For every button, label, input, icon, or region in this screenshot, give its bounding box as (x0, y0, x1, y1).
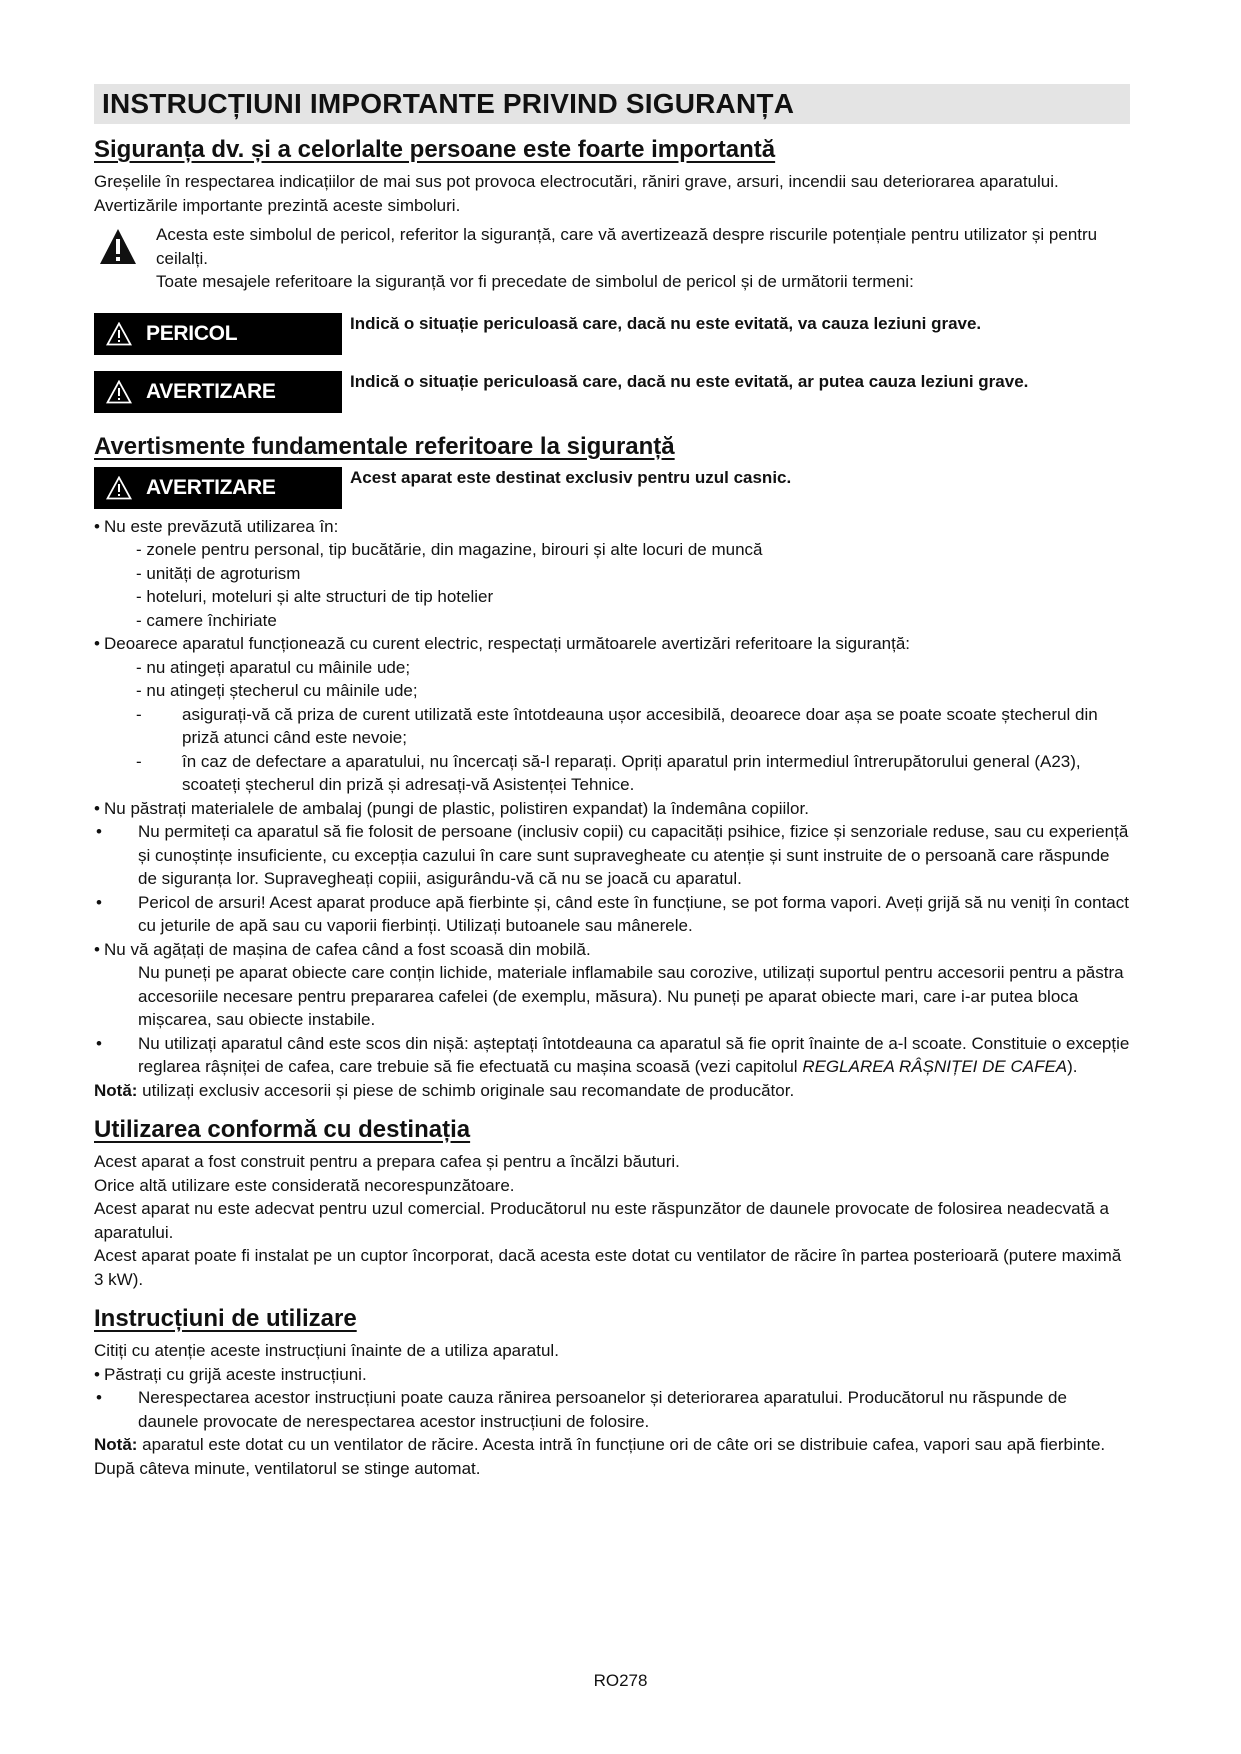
hazard-terms-intro: Toate mesajele referitoare la siguranță vor fi precedate de simbolul de pericol și de următorii termeni: (156, 272, 914, 291)
warning-outline-icon (106, 476, 132, 500)
section-heading-usage-instructions: Instrucțiuni de utilizare (94, 1305, 357, 1332)
page-title: INSTRUCȚIUNI IMPORTANTE PRIVIND SIGURANȚA (94, 84, 1130, 124)
note-paragraph-fan (94, 1433, 1130, 1480)
section-heading-intended-use: Utilizarea conformă cu destinația (94, 1116, 471, 1143)
danger-signal-box (94, 313, 342, 355)
warning-description: Indică o situație periculoasă care, dacă nu este evitată, ar putea cauza leziuni grave. (350, 371, 1029, 391)
note-text: aparatul este dotat cu un ventilator de răcire. Acesta intră în funcțiune ori de câte ori se distribuie cafea, vapori sau apă fierbinte. După câteva minute, ventilatorul se stinge automat. (94, 1435, 1106, 1478)
household-use-statement: Acest aparat este destinat exclusiv pentru uzul casnic. (350, 467, 792, 487)
sub-list-item: - camere închiriate (136, 610, 277, 630)
note-label: Notă: (94, 1080, 138, 1100)
warning-outline-icon (106, 380, 132, 404)
list-item: • Pericol de arsuri! Acest aparat produce apă fierbinte și, când este în funcțiune, se pot forma vapori. Aveți grijă să nu veniți în contact cu jeturile de apă sau cu vaporii fierbinți. Utilizați butoanele sau mânerele. (94, 891, 1130, 938)
page-number: RO278 (593, 1671, 648, 1690)
note-paragraph (94, 1079, 1130, 1103)
intro-paragraph-2: Avertizările importante prezintă aceste simboluri. (94, 195, 461, 215)
note-text: utilizați exclusiv accesorii și piese de schimb originale sau recomandate de producător. (137, 1080, 795, 1100)
chapter-reference: REGLAREA RÂȘNIȚEI DE CAFEA (802, 1057, 1068, 1076)
warning-label-household: AVERTIZARE (146, 475, 276, 499)
list-item: • Nu vă agățați de mașina de cafea când a fost scoasă din mobilă. (94, 938, 1130, 962)
section-heading-safety: Siguranța dv. și a celorlalte persoane este foarte importantă (94, 136, 776, 163)
sub-list-item: - în caz de defectare a aparatului, nu încercați să-l reparați. Opriți aparatul prin intermediul întrerupătorului general (A23), scoateți ștecherul din priză și adresați-vă Asistenței Tehnice. (94, 750, 1130, 797)
sub-list-item: - nu atingeți ștecherul cu mâinile ude; (136, 681, 418, 700)
warning-label: AVERTIZARE (146, 379, 276, 403)
list-item: • Nerespectarea acestor instrucțiuni poate cauza rănirea persoanelor și deteriorarea aparatului. Producătorul nu răspunde de daunele provocate de nerespectarea acestor instrucțiuni de folosire. (94, 1386, 1130, 1433)
sub-list-item: - nu atingeți aparatul cu mâinile ude; (136, 657, 411, 677)
danger-description: Indică o situație periculoasă care, dacă nu este evitată, va cauza leziuni grave. (350, 313, 982, 333)
page-content (94, 84, 1130, 1480)
sub-list-item: - hoteluri, moteluri și alte structuri de tip hotelier (136, 587, 494, 606)
note-label: Notă: (94, 1435, 138, 1454)
intended-use-line: Acest aparat nu este adecvat pentru uzul comercial. Producătorul nu este răspunzător de daunele provocate de folosirea neadecvată a aparatului. (94, 1199, 1109, 1242)
safety-warnings-list (94, 515, 1130, 1079)
list-item: • Păstrați cu grijă aceste instrucțiuni. (94, 1363, 1130, 1387)
warning-signal-box-household (94, 467, 342, 509)
list-item: • Deoarece aparatul funcționează cu curent electric, respectați următoarele avertizări referitoare la siguranță: (94, 632, 1130, 656)
intro-paragraph: Greșelile în respectarea indicațiilor de mai sus pot provoca electrocutări, răniri grave, arsuri, incendii sau deteriorarea aparatului. (94, 172, 1059, 191)
sub-list-item: - zonele pentru personal, tip bucătărie, din magazine, birouri și alte locuri de muncă (136, 540, 763, 559)
signal-row-warning (94, 371, 1130, 415)
intended-use-line: Acest aparat poate fi instalat pe un cuptor încorporat, dacă acesta este dotat cu ventilator de răcire în partea posterioară (putere maximă 3 kW). (94, 1246, 1122, 1289)
section-heading-fundamental-warnings: Avertismente fundamentale referitoare la siguranță (94, 432, 675, 460)
hazard-symbol-block (94, 223, 1130, 294)
intended-use-line: Orice altă utilizare este considerată necorespunzătoare. (94, 1175, 515, 1195)
list-item-text-end: ). (1067, 1057, 1078, 1076)
list-item: • Nu permiteți ca aparatul să fie folosit de persoane (inclusiv copii) cu capacități psihice, fizice și senzoriale reduse, sau cu experiență și cunoștințe insuficiente, cu excepția cazului în care sunt supravegheate cu atenție și sunt instruite de o persoană care răspunde de siguranța lor. Supravegheați copiii, asigurându-vă că nu se joacă cu aparatul. (94, 820, 1130, 891)
usage-list (94, 1363, 1130, 1434)
list-item: • Nu păstrați materialele de ambalaj (pungi de plastic, polistiren expandat) la îndemâna copiilor. (94, 797, 1130, 821)
sub-list-item: - asigurați-vă că priza de curent utilizată este întotdeauna ușor accesibilă, deoarece doar așa se poate scoate ștecherul din priză atunci când este nevoie; (94, 703, 1130, 750)
hazard-triangle-icon (98, 227, 138, 267)
sub-list-item: - unități de agroturism (136, 563, 301, 583)
usage-paragraph: Citiți cu atenție aceste instrucțiuni înainte de a utiliza aparatul. (94, 1341, 559, 1360)
intended-use-line: Acest aparat a fost construit pentru a prepara cafea și pentru a încălzi băuturi. (94, 1152, 680, 1171)
danger-label: PERICOL (146, 321, 238, 345)
signal-row-danger (94, 313, 1130, 357)
list-item (94, 1032, 1130, 1079)
list-item: • Nu este prevăzută utilizarea în: (94, 515, 1130, 539)
hazard-symbol-description: Acesta este simbolul de pericol, referitor la siguranță, care vă avertizează despre riscurile potențiale pentru utilizator și pentru ceilalți. (156, 225, 1098, 268)
list-item-text: Nu utilizați aparatul când este scos din nișă: așteptați întotdeauna ca aparatul să fie oprit înainte de a-l scoate. Constituie o excepție reglarea râșniței de cafea, care trebuie să fie efectuată cu mașina scoasă (vezi capitolul (138, 1033, 1130, 1076)
signal-row-household (94, 467, 1130, 511)
warning-signal-box (94, 371, 342, 413)
warning-outline-icon (106, 322, 132, 346)
list-item-continuation: Nu puneți pe aparat obiecte care conțin lichide, materiale inflamabile sau corozive, utilizați suportul pentru accesorii pentru a păstra accesoriile necesare pentru prepararea cafelei (de exemplu, măsura). Nu puneți pe aparat obiecte mari, care i-ar putea bloca mișcarea, sau obiecte instabile. (138, 963, 1124, 1029)
